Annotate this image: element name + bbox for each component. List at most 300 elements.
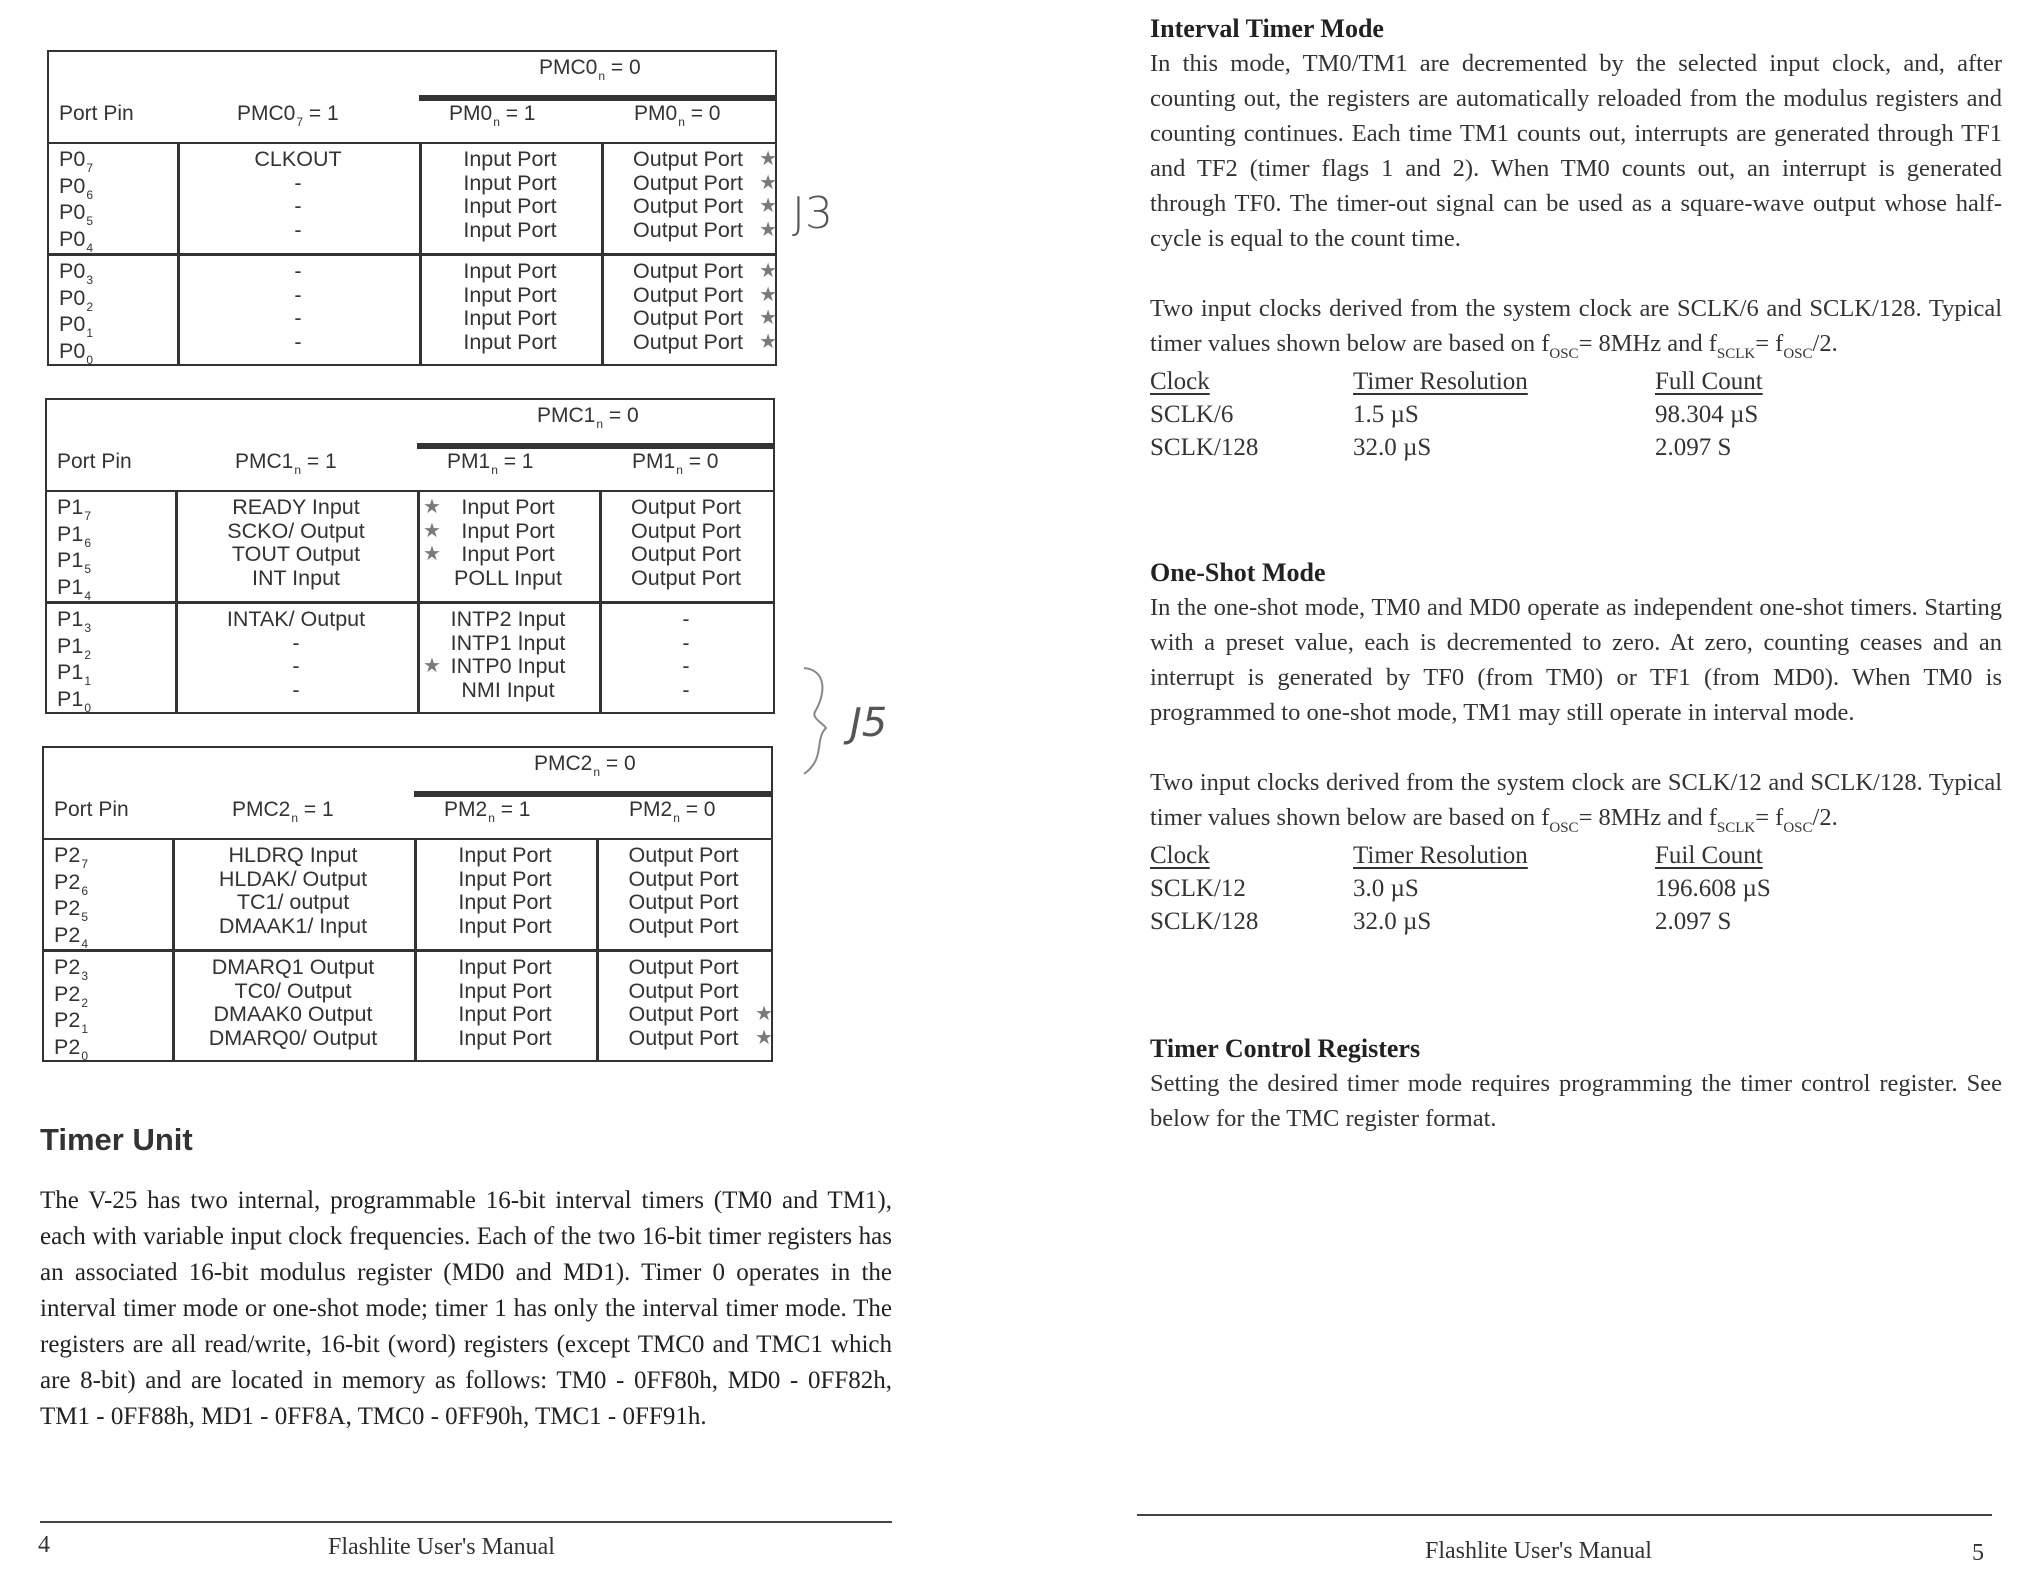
cell-text: Input Port (461, 518, 555, 543)
label-base: PM0 (634, 102, 678, 125)
handwritten-star-icon: ★ (423, 655, 441, 677)
col-full-count: Fuil Count (1655, 842, 1763, 869)
pin-subscript: 6 (84, 535, 91, 550)
cell-value (596, 915, 771, 939)
cell-value (175, 679, 417, 703)
cell-text: Input Port (458, 866, 552, 891)
cell-value (177, 331, 419, 355)
col-pm-1 (449, 102, 536, 129)
cell-value (596, 1027, 771, 1051)
footer-rule-right (1137, 1514, 1992, 1516)
pin-base: P1 (57, 495, 84, 519)
cell-text: Input Port (463, 194, 557, 218)
cell-text: Input Port (461, 542, 555, 566)
label-subscript: n (678, 115, 685, 129)
label-subscript: 7 (296, 115, 304, 129)
label-base: PM1 (632, 450, 676, 473)
port-pin (57, 661, 91, 688)
cell-text: - (292, 654, 300, 678)
col-pmc-1 (232, 798, 334, 825)
label-base: PMC2 (534, 752, 593, 775)
label-base: PMC1 (537, 404, 596, 427)
pin-base: P0 (59, 200, 86, 224)
label-tail: = 0 (684, 102, 721, 125)
col-clock: Clock (1150, 368, 1210, 395)
cell-resolution: 32.0 µS (1353, 908, 1432, 935)
cell-text: Output Port (628, 866, 739, 891)
pin-base: P1 (57, 686, 84, 711)
cell-text: Input Port (463, 170, 557, 195)
cell-text: Output Port (631, 495, 741, 519)
handwritten-star-icon: ★ (759, 260, 777, 282)
cell-text: Output Port (633, 306, 743, 330)
column-pm1 (419, 148, 601, 242)
handwritten-star-icon: ★ (759, 148, 777, 170)
cell-value (417, 496, 599, 520)
col-pm-0 (634, 102, 721, 129)
port-pin (57, 608, 91, 635)
port-pin (54, 897, 88, 924)
cell-text: INTP0 Input (450, 654, 566, 678)
pin-subscript: 7 (84, 509, 91, 523)
handwritten-star-icon: ★ (759, 283, 777, 306)
label-tail: = 0 (603, 404, 639, 427)
heading-interval-timer-mode: Interval Timer Mode (1150, 14, 1384, 43)
cell-value (175, 543, 417, 567)
clock-table-header (1150, 365, 2002, 398)
pin-subscript: 0 (84, 700, 91, 715)
cell-value (172, 868, 414, 892)
label-tail: = 0 (600, 752, 636, 775)
label-subscript: n (673, 811, 680, 825)
cell-full-count: 2.097 S (1655, 434, 1732, 461)
cell-resolution: 32.0 µS (1353, 434, 1432, 461)
column-pm0 (596, 956, 771, 1050)
cell-text: READY Input (232, 495, 360, 519)
table-row (1150, 872, 2002, 905)
cell-text: INTP2 Input (450, 607, 566, 631)
cell-value (601, 195, 775, 219)
port-table-2 (42, 746, 773, 1062)
label-base: PMC0 (539, 56, 598, 79)
cell-text: Output Port (628, 978, 739, 1003)
group-header-rule-thin (417, 447, 773, 449)
cell-text: INTAK/ Output (226, 607, 366, 631)
cell-text: Input Port (463, 329, 557, 354)
pin-subscript: 3 (86, 273, 93, 287)
cell-text: Output Port (633, 194, 743, 218)
cell-text: Input Port (458, 1002, 552, 1026)
column-pmc1 (172, 844, 414, 938)
cell-text: Output Port (633, 147, 743, 171)
pin-subscript: 4 (86, 240, 93, 255)
pin-list (54, 844, 88, 950)
cell-text: - (294, 329, 302, 354)
handwritten-note-j5: J5 (850, 700, 888, 746)
cell-text: Input Port (461, 495, 555, 519)
one-shot-clocks-intro: Two input clocks derived from the system clock are SCLK/12 and SCLK/128. Typical timer values shown below are based on $f_{OSC}= 8MHz$ and $f_{SCLK}= f_{OSC}/2$. (1150, 769, 2002, 836)
cell-full-count: 196.608 µS (1655, 875, 1771, 902)
port-table-1 (45, 398, 775, 714)
group-header-label (539, 56, 641, 83)
cell-value (601, 148, 775, 172)
cell-text: - (682, 607, 690, 631)
cell-value (175, 520, 417, 544)
label-subscript: n (493, 115, 500, 129)
cell-clock: SCLK/128 (1150, 434, 1259, 461)
footer-rule-left (40, 1521, 892, 1523)
label-tail: = 0 (679, 798, 716, 821)
cell-value (414, 891, 596, 915)
cell-text: - (294, 217, 302, 242)
col-pm-1 (447, 450, 534, 477)
column-pm0 (599, 496, 773, 590)
col-pm-0 (632, 450, 719, 477)
cell-value (599, 496, 773, 520)
pin-subscript: 7 (81, 857, 88, 871)
pin-subscript: 4 (81, 936, 88, 951)
cell-value (596, 1003, 771, 1027)
cell-text: Input Port (463, 282, 557, 307)
cell-text: - (682, 654, 690, 678)
label-tail: = 1 (499, 102, 536, 125)
col-clock: Clock (1150, 842, 1210, 869)
cell-text: Input Port (458, 843, 552, 867)
cell-value (414, 844, 596, 868)
label-base: PM2 (629, 798, 673, 821)
cell-value (175, 608, 417, 632)
cell-text: Input Port (458, 955, 552, 979)
port-pin (57, 523, 91, 550)
group-header-rule-thin (419, 99, 775, 101)
handwritten-star-icon: ★ (423, 496, 441, 518)
pin-subscript: 1 (84, 674, 91, 688)
label-subscript: n (598, 69, 606, 83)
pin-base: P0 (59, 312, 86, 336)
cell-value (599, 655, 773, 679)
label-subscript: n (596, 417, 604, 431)
cell-text: Output Port (633, 282, 743, 307)
cell-value (601, 307, 775, 331)
cell-text: INTP1 Input (450, 630, 566, 655)
pin-base: P0 (59, 338, 86, 363)
column-pm1 (417, 496, 599, 590)
pin-base: P2 (54, 869, 81, 894)
cell-full-count: 98.304 µS (1655, 401, 1759, 428)
page-number-right: 5 (1972, 1540, 1984, 1566)
heading-timer-control-registers: Timer Control Registers (1150, 1034, 1421, 1063)
pin-base: P1 (57, 548, 84, 572)
label-tail: = 1 (303, 102, 339, 125)
group-divider (49, 253, 775, 256)
label-subscript: n (593, 765, 601, 779)
pin-subscript: 6 (86, 187, 93, 202)
pin-subscript: 0 (81, 1048, 88, 1063)
cell-text: HLDRQ Input (228, 843, 358, 867)
table-row (1150, 431, 2002, 464)
cell-value (596, 868, 771, 892)
cell-value (417, 543, 599, 567)
port-pin (54, 871, 88, 898)
cell-text: Output Port (633, 329, 743, 354)
column-pm0 (601, 148, 775, 242)
cell-text: Output Port (631, 518, 741, 543)
one-shot-body: In the one-shot mode, TM0 and MD0 operate as independent one-shot timers. Starting with a preset value, each is decremented to zero. At zero, counting ceases and an interrupt is generated by TF0 (from TM0) or TF1 (from MD0). When TM0 is programmed to one-shot mode, TM1 may still operate in interval mode. (1150, 594, 2002, 726)
cell-text: Input Port (463, 259, 557, 283)
pin-subscript: 2 (81, 995, 88, 1010)
cell-value (419, 331, 601, 355)
section-heading-timer-unit: Timer Unit (40, 1122, 193, 1157)
cell-value (414, 956, 596, 980)
label-base: PM0 (449, 102, 493, 125)
cell-clock: SCLK/6 (1150, 401, 1234, 428)
handwritten-brace-icon (796, 662, 836, 780)
column-pm0 (596, 844, 771, 938)
pin-subscript: 2 (84, 647, 91, 662)
one-shot-clock-table (1150, 839, 2002, 938)
cell-value (414, 980, 596, 1004)
cell-text: DMAAK1/ Input (218, 913, 368, 938)
label-subscript: n (291, 811, 299, 825)
pin-subscript: 5 (84, 562, 91, 576)
pin-list (59, 148, 93, 254)
pin-subscript: 2 (86, 299, 93, 314)
cell-text: Output Port (633, 217, 743, 242)
label-tail: = 1 (301, 450, 337, 473)
cell-value (601, 260, 775, 284)
cell-value (177, 219, 419, 243)
cell-value (419, 195, 601, 219)
cell-value (419, 148, 601, 172)
col-full-count: Full Count (1655, 368, 1763, 395)
column-pm1 (414, 956, 596, 1050)
cell-value (599, 608, 773, 632)
column-pmc1 (177, 148, 419, 242)
footer-title-right: Flashlite User's Manual (1425, 1538, 1652, 1564)
cell-clock: SCLK/128 (1150, 908, 1259, 935)
cell-value (601, 331, 775, 355)
handwritten-star-icon: ★ (759, 330, 777, 353)
handwritten-star-icon: ★ (423, 543, 441, 565)
cell-text: - (294, 170, 302, 195)
timer-control-body: Setting the desired timer mode requires programming the timer control register. See below for the TMC register format. (1150, 1070, 2002, 1132)
cell-value (172, 891, 414, 915)
cell-text: HLDAK/ Output (218, 866, 368, 891)
cell-value (417, 632, 599, 656)
label-subscript: n (488, 811, 495, 825)
pin-base: P2 (54, 896, 81, 920)
cell-text: - (682, 630, 690, 655)
label-tail: = 0 (682, 450, 719, 473)
label-subscript: n (491, 463, 498, 477)
cell-value (419, 172, 601, 196)
port-pin (57, 635, 91, 662)
cell-value (596, 980, 771, 1004)
cell-text: Input Port (463, 306, 557, 330)
cell-text: - (294, 306, 302, 330)
pin-subscript: 1 (86, 326, 93, 340)
cell-text: Output Port (628, 955, 739, 979)
label-base: PMC1 (235, 450, 294, 473)
cell-text: CLKOUT (254, 147, 342, 171)
cell-text: Output Port (628, 1025, 739, 1050)
pin-subscript: 5 (86, 214, 93, 228)
pin-subscript: 4 (84, 588, 91, 603)
cell-value (599, 567, 773, 591)
cell-value (417, 655, 599, 679)
cell-text: Input Port (458, 1025, 552, 1050)
port-pin (57, 688, 91, 715)
pin-subscript: 6 (81, 883, 88, 898)
column-pmc1 (175, 496, 417, 590)
handwritten-star-icon: ★ (423, 519, 441, 542)
port-pin (59, 228, 93, 255)
cell-text: Output Port (633, 170, 743, 195)
cell-text: TC0/ Output (234, 978, 352, 1003)
cell-resolution: 3.0 µS (1353, 875, 1419, 902)
port-pin (54, 844, 88, 871)
cell-value (419, 307, 601, 331)
port-pin (59, 340, 93, 367)
cell-text: - (294, 194, 302, 218)
cell-value (596, 891, 771, 915)
pin-list (59, 260, 93, 366)
cell-text: Output Port (633, 259, 743, 283)
heading-one-shot-mode: One-Shot Mode (1150, 558, 1326, 587)
cell-value (175, 496, 417, 520)
column-pmc1 (172, 956, 414, 1050)
label-subscript: n (676, 463, 683, 477)
cell-value (172, 980, 414, 1004)
cell-value (172, 956, 414, 980)
column-pm1 (417, 608, 599, 702)
label-base: PM1 (447, 450, 491, 473)
label-subscript: n (294, 463, 302, 477)
interval-timer-section (1150, 14, 2002, 464)
cell-value (175, 567, 417, 591)
cell-text: Input Port (463, 217, 557, 242)
cell-text: - (294, 259, 302, 283)
label-tail: = 1 (497, 450, 534, 473)
column-pmc1 (177, 260, 419, 354)
column-pm0 (601, 260, 775, 354)
cell-value (599, 543, 773, 567)
cell-text: Output Port (628, 843, 739, 867)
interval-clock-table (1150, 365, 2002, 464)
cell-value (419, 284, 601, 308)
port-pin (59, 201, 93, 228)
label-base: PMC2 (232, 798, 291, 821)
handwritten-star-icon: ★ (759, 195, 777, 217)
cell-value (601, 284, 775, 308)
timer-control-section (1150, 1034, 2002, 1136)
cell-text: Output Port (631, 565, 741, 590)
cell-value (172, 915, 414, 939)
label-base: PM2 (444, 798, 488, 821)
table-header (47, 400, 773, 492)
cell-value (175, 655, 417, 679)
cell-text: POLL Input (454, 565, 562, 590)
cell-text: Input Port (458, 913, 552, 938)
port-pin (59, 148, 93, 175)
table-header (44, 748, 771, 840)
cell-value (175, 632, 417, 656)
port-pin (57, 576, 91, 603)
cell-full-count: 2.097 S (1655, 908, 1732, 935)
pin-subscript: 5 (81, 910, 88, 924)
pin-base: P1 (57, 660, 84, 684)
cell-value (172, 1003, 414, 1027)
col-pm-1 (444, 798, 531, 825)
pin-base: P2 (54, 955, 81, 979)
footer-title-left: Flashlite User's Manual (328, 1534, 555, 1560)
col-port-pin: Port Pin (54, 798, 129, 821)
cell-value (596, 956, 771, 980)
pin-list (54, 956, 88, 1062)
cell-clock: SCLK/12 (1150, 875, 1246, 902)
cell-value (177, 284, 419, 308)
port-pin (54, 983, 88, 1010)
pin-base: P1 (57, 521, 84, 546)
pin-base: P0 (59, 173, 86, 198)
port-pin (54, 1036, 88, 1063)
table-row (1150, 398, 2002, 431)
column-pmc1 (175, 608, 417, 702)
column-pm1 (419, 260, 601, 354)
port-pin (59, 260, 93, 287)
pin-subscript: 0 (86, 352, 93, 367)
pin-list (57, 496, 91, 602)
cell-value (599, 632, 773, 656)
cell-text: - (294, 282, 302, 307)
label-tail: = 0 (605, 56, 641, 79)
cell-text: Input Port (458, 890, 552, 914)
cell-value (596, 844, 771, 868)
cell-text: - (292, 677, 300, 702)
col-pmc-1 (237, 102, 339, 129)
one-shot-section (1150, 558, 2002, 938)
pin-base: P0 (59, 259, 86, 283)
pin-subscript: 3 (81, 969, 88, 983)
cell-text: Output Port (628, 890, 739, 914)
pin-base: P0 (59, 285, 86, 310)
cell-text: DMAAK0 Output (213, 1002, 373, 1026)
group-header-label (534, 752, 636, 779)
col-timer-resolution: Timer Resolution (1353, 842, 1528, 869)
pin-base: P2 (54, 922, 81, 947)
timer-unit-body: The V-25 has two internal, programmable 16-bit interval timers (TM0 and TM1), each with variable input clock frequencies. Each of the two 16-bit timer registers has an associated 16-bit modulus register (MD0 and MD1). Timer 0 operates in the interval timer mode or one-shot mode; timer 1 has only the interval timer mode. The registers are all read/write, 16-bit (word) registers (except TMC0 and TMC1 which are 8-bit) and are located in memory as follows: TM0 - 0FF80h, MD0 - 0FF82h, TM1 - 0FF88h, MD1 - 0FF8A, TMC0 - 0FF90h, TMC1 - 0FF91h. (40, 1187, 892, 1430)
port-pin (54, 956, 88, 983)
pin-base: P0 (59, 147, 86, 171)
pin-list (57, 608, 91, 714)
cell-resolution: 1.5 µS (1353, 401, 1419, 428)
port-pin (54, 924, 88, 951)
column-pm0 (599, 608, 773, 702)
pin-subscript: 3 (84, 621, 91, 635)
cell-value (601, 219, 775, 243)
port-pin (57, 549, 91, 576)
pin-base: P2 (54, 1008, 81, 1032)
port-pin (57, 496, 91, 523)
cell-value (419, 260, 601, 284)
cell-value (172, 844, 414, 868)
group-divider (47, 601, 773, 604)
cell-value (177, 148, 419, 172)
cell-text: Output Port (628, 1002, 739, 1026)
pin-base: P1 (57, 633, 84, 658)
port-pin (54, 1009, 88, 1036)
handwritten-star-icon: ★ (759, 171, 777, 194)
